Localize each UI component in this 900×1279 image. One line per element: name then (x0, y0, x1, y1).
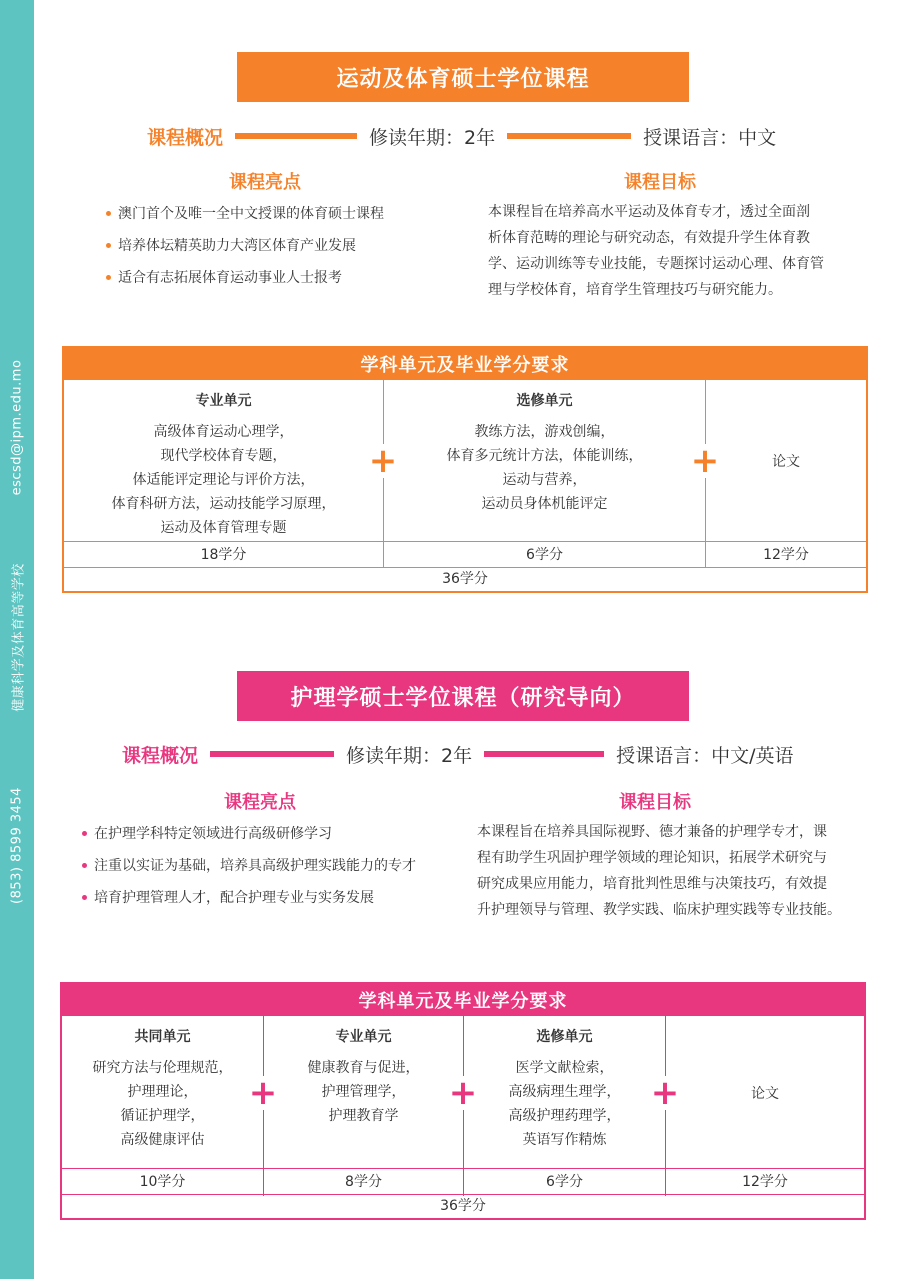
course-item: 护理教育学 (328, 1108, 399, 1124)
course-item: 运动员身体机能评定 (481, 496, 608, 512)
goals-title: 课程目标 (619, 792, 691, 813)
goals-line: 程有助学生巩固护理学领域的理论知识，拓展学术研究与 (477, 850, 827, 866)
course-item: 论文 (772, 454, 800, 470)
list-item (82, 817, 462, 849)
course-item: 体育多元统计方法，体能训练， (446, 448, 643, 464)
bullet-dot-icon (82, 895, 87, 900)
goals-line: 析体育范畴的理论与研究动态，有效提升学生体育教 (488, 230, 810, 246)
program-overview-row (147, 122, 776, 150)
overview-divider (210, 751, 334, 757)
course-item: 研究方法与伦理规范， (92, 1060, 233, 1076)
sidebar-school-name: 健康科学及体育高等学校 (11, 563, 27, 712)
program-overview-row (122, 740, 794, 768)
overview-label: 课程概况 (122, 744, 199, 767)
credits-cell: 18学分 (200, 547, 247, 563)
credit-table (62, 346, 868, 593)
goals-line: 研究成果应用能力，培育批判性思维与决策技巧，有效提 (477, 876, 827, 892)
plus-icon: + (366, 444, 400, 478)
course-item: 论文 (751, 1086, 779, 1102)
course-item: 护理管理学， (321, 1084, 406, 1100)
duration-text: 修读年期：2年 (369, 126, 496, 149)
row-divider (62, 1168, 864, 1169)
program-title-banner: 运动及体育硕士学位课程 (237, 52, 689, 102)
bullet-dot-icon (106, 275, 111, 280)
table-column (62, 1026, 263, 1152)
column-title: 专业单元 (335, 1029, 392, 1045)
goals-text (488, 199, 848, 303)
list-item (82, 881, 462, 913)
course-item: 高级健康评估 (120, 1132, 205, 1148)
overview-divider (235, 133, 357, 139)
column-title: 选修单元 (516, 393, 573, 409)
list-item (106, 229, 446, 261)
goals-line: 学、运动训练等专业技能，专题探讨运动心理、体育管 (488, 256, 824, 272)
table-column (64, 390, 383, 540)
bullet-dot-icon (106, 243, 111, 248)
course-item: 运动及体育管理专题 (160, 520, 287, 536)
overview-divider (484, 751, 604, 757)
plus-icon: + (648, 1076, 682, 1110)
language-text: 授课语言：中文 (643, 126, 777, 149)
table-column (464, 1026, 665, 1152)
sidebar-email: escsd@ipm.edu.mo (9, 359, 25, 496)
credits-cell: 6学分 (526, 547, 563, 563)
credits-cell: 12学分 (763, 547, 809, 563)
credit-table (60, 982, 866, 1220)
course-item: 高级病理生理学， (508, 1084, 621, 1100)
total-credits-cell: 36学分 (442, 571, 488, 587)
course-item: 体适能评定理论与评价方法， (132, 472, 315, 488)
credits-cell: 8学分 (345, 1174, 382, 1190)
table-column (706, 450, 866, 474)
total-credits-cell: 36学分 (440, 1198, 486, 1214)
overview-divider (507, 133, 631, 139)
overview-label: 课程概况 (147, 126, 224, 149)
course-item: 医学文献检索， (515, 1060, 614, 1076)
highlights-list (106, 197, 446, 293)
language-text: 授课语言：中文/英语 (616, 744, 794, 767)
row-divider (64, 541, 866, 542)
bullet-dot-icon (82, 831, 87, 836)
course-item: 护理理论， (127, 1084, 198, 1100)
course-item: 高级体育运动心理学， (153, 424, 294, 440)
goals-line: 本课程旨在培养具国际视野、德才兼备的护理学专才，课 (477, 824, 827, 840)
goals-line: 理与学校体育，培育学生管理技巧与研究能力。 (488, 282, 782, 298)
column-title: 专业单元 (195, 393, 252, 409)
goals-line: 本课程旨在培养高水平运动及体育专才，透过全面剖 (488, 204, 810, 220)
highlight-text: 培养体坛精英助力大湾区体育产业发展 (118, 238, 356, 254)
course-item: 教练方法，游戏创编， (474, 424, 615, 440)
column-title: 选修单元 (536, 1029, 593, 1045)
course-item: 体育科研方法，运动技能学习原理， (111, 496, 336, 512)
highlight-text: 培育护理管理人才，配合护理专业与实务发展 (94, 890, 374, 906)
list-item (106, 261, 446, 293)
list-item (106, 197, 446, 229)
course-item: 高级护理药理学， (508, 1108, 621, 1124)
highlights-list (82, 817, 462, 913)
course-item: 英语写作精炼 (522, 1132, 607, 1148)
goals-text (477, 819, 847, 923)
highlight-text: 澳门首个及唯一全中文授课的体育硕士课程 (118, 206, 384, 222)
course-item: 循证护理学， (120, 1108, 205, 1124)
table-title: 学科单元及毕业学分要求 (62, 984, 864, 1016)
table-column (264, 1026, 463, 1128)
highlight-text: 在护理学科特定领域进行高级研修学习 (94, 826, 332, 842)
bullet-dot-icon (82, 863, 87, 868)
program-title-banner: 护理学硕士学位课程（研究导向） (237, 671, 689, 721)
duration-text: 修读年期：2年 (346, 744, 473, 767)
plus-icon: + (446, 1076, 480, 1110)
sidebar-phone: (853) 8599 3454 (9, 787, 25, 904)
table-column (666, 1082, 864, 1106)
goals-title: 课程目标 (624, 172, 696, 193)
highlight-text: 注重以实证为基础，培养具高级护理实践能力的专才 (94, 858, 416, 874)
column-title: 共同单元 (134, 1029, 191, 1045)
highlights-title: 课程亮点 (229, 172, 301, 193)
plus-icon: + (246, 1076, 280, 1110)
table-column (384, 390, 705, 516)
credits-cell: 10学分 (139, 1174, 186, 1190)
highlights-title: 课程亮点 (224, 792, 296, 813)
course-item: 健康教育与促进， (307, 1060, 420, 1076)
bullet-dot-icon (106, 211, 111, 216)
highlight-text: 适合有志拓展体育运动事业人士报考 (118, 270, 342, 286)
credits-cell: 12学分 (742, 1174, 788, 1190)
goals-line: 升护理领导与管理、教学实践、临床护理实践等专业技能。 (477, 902, 841, 918)
course-item: 现代学校体育专题， (160, 448, 287, 464)
credits-cell: 6学分 (546, 1174, 583, 1190)
list-item (82, 849, 462, 881)
course-item: 运动与营养， (502, 472, 587, 488)
plus-icon: + (688, 444, 722, 478)
table-title: 学科单元及毕业学分要求 (64, 348, 866, 380)
